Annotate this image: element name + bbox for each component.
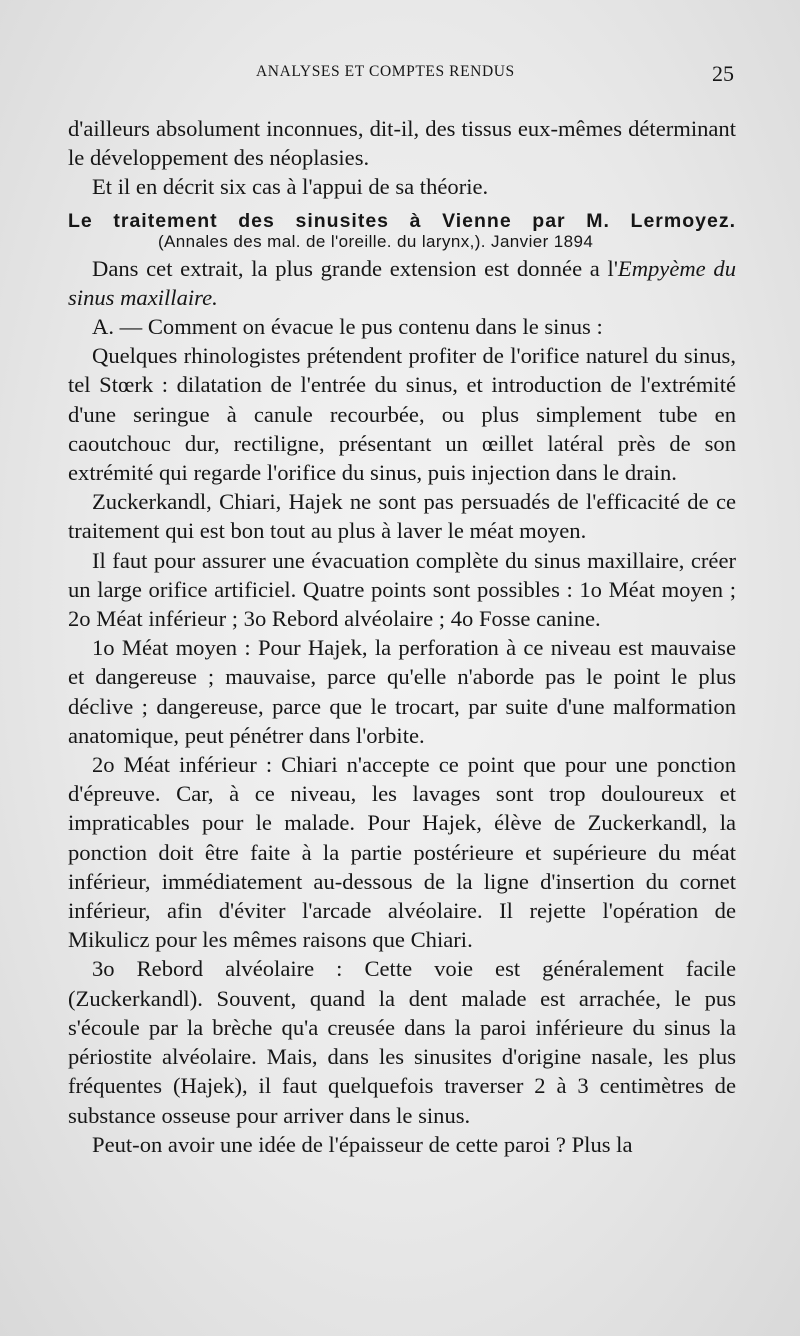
paragraph: Peut-on avoir une idée de l'épaisseur de cette paroi ? Plus la	[92, 1131, 633, 1157]
running-head	[0, 63, 800, 87]
paragraph: 1o Méat moyen : Pour Hajek, la perforation à ce niveau est mauvaise et dangereuse ; mauvaise, parce qu'elle n'aborde pas le point le plus déclive ; dangereuse, parce que le trocart, par suite d'une malformation anatomique, peut pénétrer dans l'orbite.	[68, 635, 736, 748]
paragraph: 3o Rebord alvéolaire : Cette voie est généralement facile (Zuckerkandl). Souvent, quand la dent malade est arrachée, le pus s'écoule par la brèche qu'a creusée dans la paroi inférieure du sinus la périostite alvéolaire. Mais, dans les sinusites d'origine nasale, les plus fréquentes (Hajek), il faut quelquefois traverser 2 à 3 centimètres de substance osseuse pour arriver dans le sinus.	[68, 956, 736, 1128]
paragraph-text: Dans cet extrait, la plus grande extension est donnée a l'	[92, 255, 618, 281]
paragraph: Et il en décrit six cas à l'appui de sa théorie.	[92, 174, 489, 200]
article-source: (Annales des mal. de l'oreille. du larynx,). Janvier 1894	[158, 231, 594, 251]
paragraph: Zuckerkandl, Chiari, Hajek ne sont pas persuadés de l'efficacité de ce traitement qui est bon tout au plus à laver le méat moyen.	[68, 489, 736, 544]
italic-text: Empyème du sinus maxillaire.	[68, 255, 737, 310]
paragraph-continuation: d'ailleurs absolument inconnues, dit-il, des tissus eux-mêmes déterminant le développement des néoplasies.	[68, 116, 736, 171]
page-number: 25	[712, 61, 734, 86]
body-text	[68, 114, 736, 1159]
paragraph: 2o Méat inférieur : Chiari n'accepte ce point que pour une ponction d'épreuve. Car, à ce niveau, les lavages sont trop douloureux et impraticables pour le malade. Pour Hajek, élève de Zuckerkandl, la ponction doit être faite à la partie postérieure et supérieure du méat inférieur, immédiatement au-dessous de la ligne d'insertion du cornet inférieur, afin d'éviter l'arcade alvéolaire. Il rejette l'opération de Mikulicz pour les mêmes raisons que Chiari.	[68, 752, 736, 953]
article-title: Le traitement des sinusites à Vienne par M. Lermoyez.	[68, 209, 736, 232]
paragraph: Il faut pour assurer une évacuation complète du sinus maxillaire, créer un large orifice artificiel. Quatre points sont possibles : 1o Méat moyen ; 2o Méat inférieur ; 3o Rebord alvéolaire ; 4o Fosse canine.	[68, 547, 736, 632]
paragraph: A. — Comment on évacue le pus contenu dans le sinus :	[92, 314, 603, 340]
article-heading	[68, 210, 736, 252]
running-title: ANALYSES ET COMPTES RENDUS	[256, 63, 515, 80]
paragraph: Quelques rhinologistes prétendent profiter de l'orifice naturel du sinus, tel Stœrk : dilatation de l'entrée du sinus, et introduction de l'extrémité d'une seringue à canule recourbée, ou plus simplement tube en caoutchouc dur, rectiligne, présentant un œillet latéral près de son extrémité qui regarde l'orifice du sinus, puis injection dans le drain.	[68, 343, 736, 486]
paragraph	[68, 254, 736, 312]
